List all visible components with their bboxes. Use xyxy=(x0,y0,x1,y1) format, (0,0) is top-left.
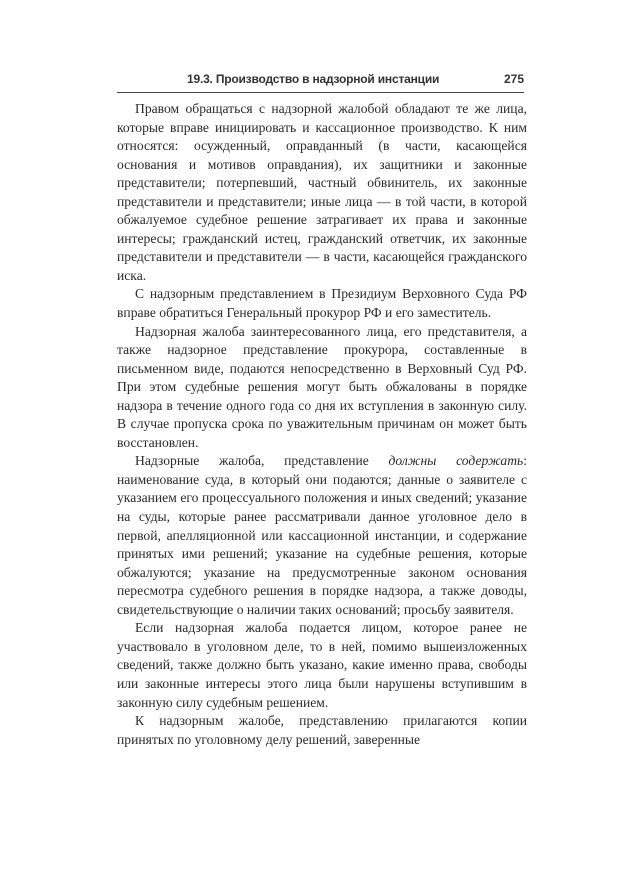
section-title: 19.3. Производство в надзорной инстанции xyxy=(187,72,440,86)
paragraph-3: Надзорная жалоба заинтересованного лица, его представителя, а также надзорное представление прокурора, составленные в письменном виде, подаются непосредственно в Верховный Суд РФ. При этом судебные решения могут быть обжалованы в порядке надзора в течение одного года со дня их вступления в законную силу. В случае пропуска срока по уважительным причинам он может быть восстановлен. xyxy=(117,323,527,450)
paragraph-4-emphasis: должны содержать xyxy=(388,453,524,469)
page-body xyxy=(117,100,527,749)
paragraph-4-rest: : наименование суда, в который они подаются; данные о заявителе с указанием его процессуального положения и иных сведений; указание на суды, которые ранее рассматривали данное уголовное дело в первой, апелляционной или кассационной инстанции, и содержание принятых ими решений; указание на судебные решения, которые обжалуются; указание на предусмотренные законом основания пересмотра судебного решения в порядке надзора, а также доводы, свидетельствующие о наличии таких оснований; просьбу заявителя. xyxy=(117,453,527,617)
paragraph-4-start: Надзорные жалоба, представление xyxy=(135,453,389,469)
paragraph-1: Правом обращаться с надзорной жалобой обладают те же лица, которые вправе инициировать и кассационное производство. К ним относятся: осужденный, оправданный (в части, касающейся основания и мотивов оправдания), их защитники и законные представители; потерпевший, частный обвинитель, их законные представители и представители; иные лица — в той части, в которой обжалуемое судебное решение затрагивает их права и законные интересы; гражданский истец, гражданский ответчик, их законные представители и представители — в части, касающейся гражданского иска. xyxy=(117,101,527,283)
paragraph-4 xyxy=(117,452,527,619)
paragraph-2: С надзорным представлением в Президиум Верховного Суда РФ вправе обратиться Генеральный прокурор РФ и его заместитель. xyxy=(117,286,527,321)
paragraph-5: Если надзорная жалоба подается лицом, которое ранее не участвовало в уголовном деле, то в ней, помимо вышеизложенных сведений, также должно быть указано, какие именно права, свободы или законные интересы этого лица были нарушены вступившим в законную силу судебным решением. xyxy=(117,620,527,710)
paragraph-6: К надзорным жалобе, представлению прилагаются копии принятых по уголовному делу решений, заверенные xyxy=(117,713,527,747)
running-header xyxy=(117,66,524,93)
page-number: 275 xyxy=(503,72,524,86)
